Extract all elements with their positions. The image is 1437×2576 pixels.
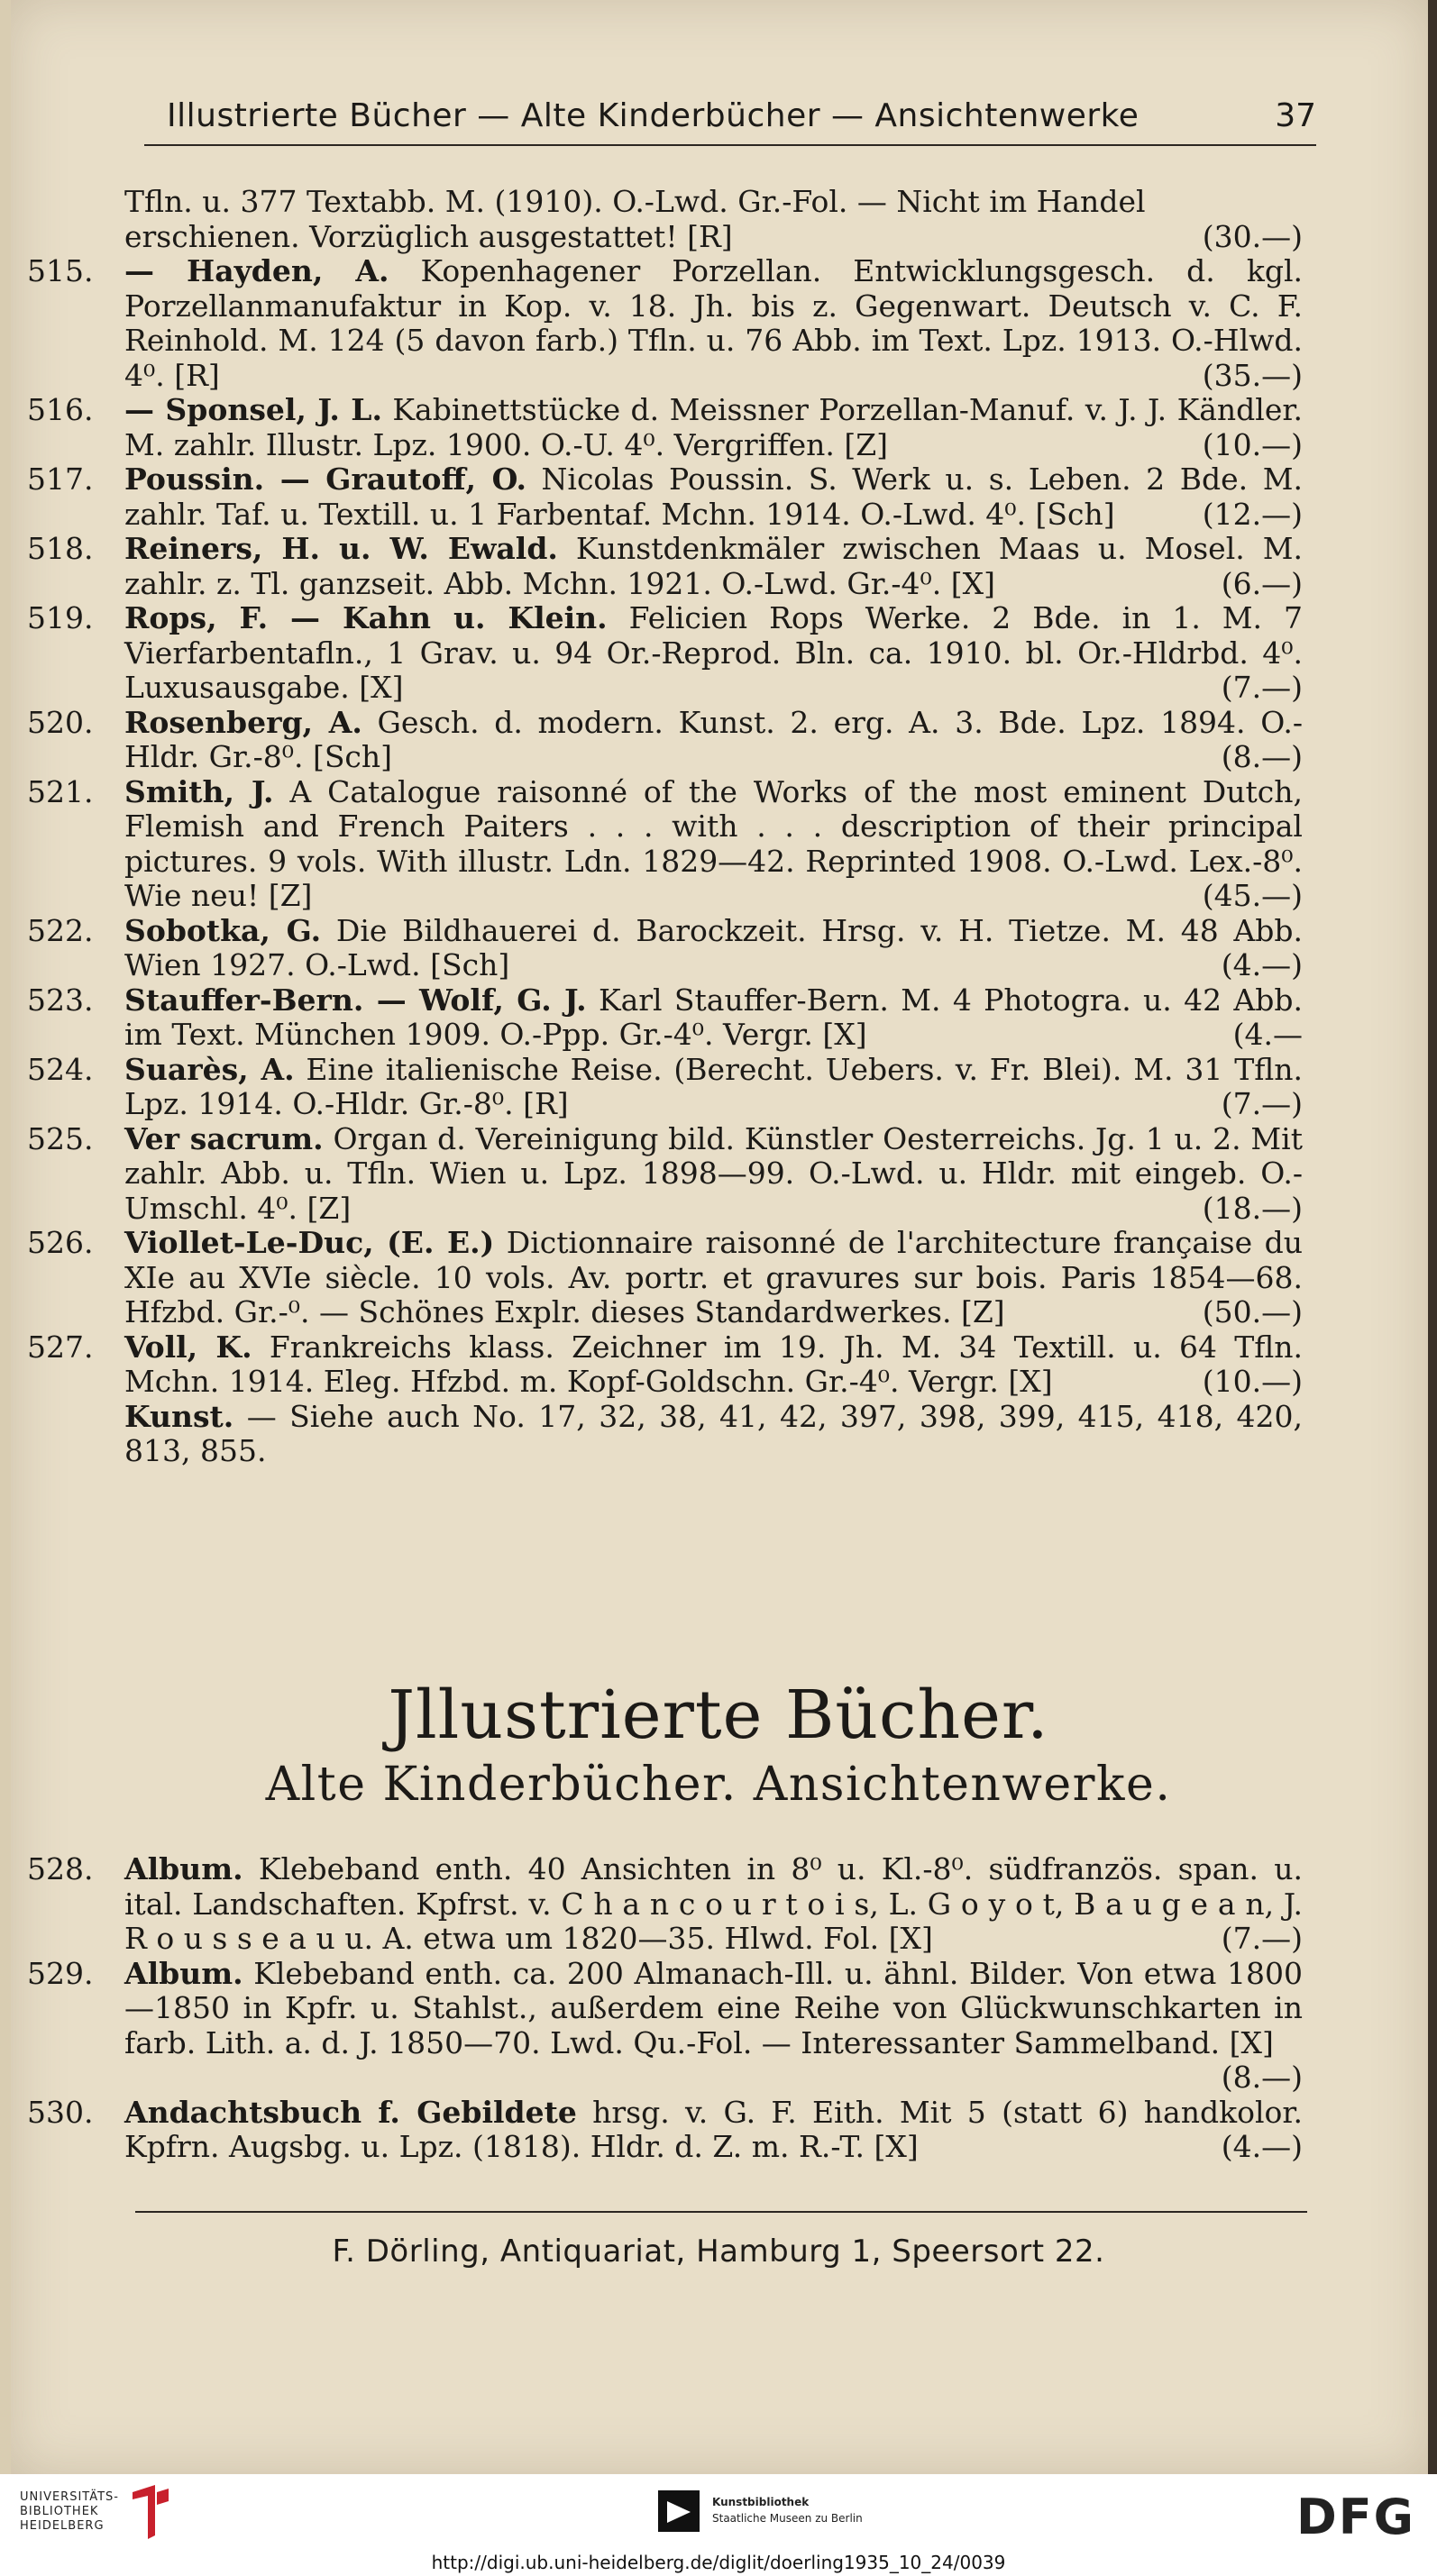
- entry-author: Poussin. — Grautoff, O.: [124, 461, 526, 497]
- entry-number: 526.: [27, 1225, 94, 1260]
- ub-line: BIBLIOTHEK: [20, 2505, 99, 2518]
- entry-text: [124, 393, 1303, 462]
- kb-line: Staatliche Museen zu Berlin: [712, 2512, 863, 2525]
- entry-price: (45.—): [1202, 878, 1303, 913]
- entry-author: Album.: [124, 1851, 243, 1886]
- entry-author: Album.: [124, 1955, 243, 1991]
- footer-rule: [135, 2211, 1307, 2213]
- entry-author: — Sponsel, J. L.: [124, 392, 382, 427]
- entry-number: 527.: [27, 1329, 94, 1365]
- entry-price: (4.—: [1232, 1017, 1303, 1052]
- entry-text: [124, 1053, 1303, 1122]
- ub-line: HEIDELBERG: [20, 2519, 105, 2533]
- entry-description: Die Bildhauerei d. Barockzeit. Hrsg. v. H. Tietze. M. 48 Abb. Wien 1927. O.-Lwd. [Sch]: [124, 912, 1304, 982]
- entry-price: (50.—): [1202, 1294, 1303, 1329]
- entry-author: Reiners, H. u. W. Ewald.: [124, 531, 558, 566]
- entry-author: Ver sacrum.: [124, 1120, 324, 1156]
- entry-number: 521.: [27, 773, 94, 809]
- ub-logo-icon: [128, 2483, 173, 2541]
- entry-price: (6.—): [1221, 565, 1303, 601]
- library-bar: [0, 2474, 1437, 2549]
- catalogue-entries: [27, 185, 1303, 1469]
- entry-description: Karl Stauffer-Bern. M. 4 Photogra. u. 42 Abb. im Text. München 1909. O.-Ppp. Gr.-4⁰. Vergr. [X]: [124, 982, 1303, 1052]
- entry-description: Kunstdenkmäler zwischen Maas u. Mosel. M. zahlr. z. Tl. ganzseit. Abb. Mchn. 1921. O.-Lwd. Gr.-4⁰. [X]: [124, 531, 1303, 601]
- entry-number: 530.: [27, 2094, 94, 2130]
- catalogue-entry: [27, 2096, 1303, 2165]
- kunstbibliothek-logo-icon: [658, 2490, 700, 2532]
- entry-price: (4.—): [1221, 2129, 1303, 2164]
- entry-author: Smith, J.: [124, 773, 274, 809]
- dfg-logo: DFG: [1295, 2489, 1415, 2545]
- catalogue-entry: [27, 983, 1303, 1053]
- entry-text: [124, 1852, 1303, 1957]
- entry-description: Kabinettstücke d. Meissner Porzellan-Manuf. v. J. J. Kändler. M. zahlr. Illustr. Lpz. 1900. O.-U. 4⁰. Vergriffen. [Z]: [124, 392, 1303, 462]
- entry-text: [124, 532, 1303, 601]
- entry-description: Kopenhagener Porzellan. Entwicklungsgesch. d. kgl. Porzellanmanufaktur in Kop. v. 18. Jh. bis z. Gegenwart. Deutsch v. C. F. Reinhold. M. 124 (5 davon farb.) Tfln. u. 76 Abb. im Text. Lpz. 1913. O.-Hlwd. 4⁰. [R]: [124, 253, 1304, 393]
- entry-number: 519.: [27, 600, 94, 635]
- entry-text: [124, 1330, 1303, 1400]
- entry-author: Andachtsbuch f. Gebildete: [124, 2094, 577, 2130]
- entry-description: hrsg. v. G. F. Eith. Mit 5 (statt 6) handkolor. Kpfrn. Augsbg. u. Lpz. (1818). Hldr. d. Z. m. R.-T. [X]: [124, 2094, 1304, 2164]
- source-url[interactable]: http://digi.ub.uni-heidelberg.de/diglit/doerling1935_10_24/0039: [0, 2549, 1437, 2576]
- catalogue-entry: [27, 532, 1303, 601]
- continuation-line: erschienen. Vorzüglich ausgestattet! [R]: [124, 218, 733, 254]
- continuation-text: [27, 185, 1303, 254]
- entry-number: 517.: [27, 461, 94, 497]
- entry-text: [124, 914, 1303, 983]
- entry-description: A Catalogue raisonné of the Works of the most eminent Dutch, Flemish and French Paiters . . . with . . . description of their principal pictures. 9 vols. With illustr. Ldn. 1829—42. Reprinted 1908. O.-Lwd. Lex.-8⁰. Wie neu! [Z]: [124, 773, 1303, 913]
- entry-number: 528.: [27, 1851, 94, 1886]
- catalogue-entry: [27, 254, 1303, 393]
- publisher-footer: F. Dörling, Antiquariat, Hamburg 1, Speersort 22.: [332, 2233, 1105, 2270]
- catalogue-entry: [27, 1226, 1303, 1330]
- catalogue-entry: [27, 1852, 1303, 1957]
- entry-price: (18.—): [1202, 1190, 1303, 1226]
- catalogue-entry: [27, 775, 1303, 914]
- entry-author: Rops, F. — Kahn u. Klein.: [124, 600, 608, 635]
- entry-list: [27, 1852, 1303, 2165]
- scan-edge: [1428, 0, 1437, 2474]
- entry-text: [124, 983, 1303, 1053]
- page-number: 37: [1275, 97, 1316, 134]
- entry-text: [124, 775, 1303, 914]
- entry-text: [124, 1122, 1303, 1227]
- catalogue-entry: [27, 462, 1303, 532]
- entry-number: 522.: [27, 912, 94, 948]
- see-also-reference: [27, 1400, 1303, 1469]
- catalogue-entry: [27, 1330, 1303, 1400]
- entry-description: Organ d. Vereinigung bild. Künstler Oesterreichs. Jg. 1 u. 2. Mit zahlr. Abb. u. Tfln. Wien u. Lpz. 1898—99. O.-Lwd. u. Hldr. mit eingeb. O.-Umschl. 4⁰. [Z]: [124, 1120, 1303, 1226]
- entry-price: (10.—): [1202, 1364, 1303, 1399]
- entry-author: Viollet-Le-Duc, (E. E.): [124, 1225, 495, 1260]
- ub-heidelberg-label: [20, 2490, 119, 2534]
- entry-description: Klebeband enth. 40 Ansichten in 8⁰ u. Kl.-8⁰. südfranzös. span. u. ital. Landschaften. Kpfrst. v. C h a n c o u r t o i s, L. G o y o t, B a u g e a n, J. R o u s s e a u u. A. etwa um 1820—35. Hlwd. Fol. [X]: [124, 1851, 1303, 1956]
- entry-text: [124, 254, 1303, 393]
- entry-price: (10.—): [1202, 426, 1303, 462]
- catalogue-entries-section: [27, 1852, 1303, 2165]
- entry-text: [124, 462, 1303, 532]
- entry-description: Dictionnaire raisonné de l'architecture française du XIe au XVIe siècle. 10 vols. Av. portr. et gravures sur bois. Paris 1854—68. Hfzbd. Gr.-⁰. — Schönes Explr. dieses Standardwerkes. [Z]: [124, 1225, 1304, 1329]
- entry-author: — Hayden, A.: [124, 253, 389, 288]
- entry-text: [124, 2096, 1303, 2165]
- entry-price: (8.—): [1221, 2060, 1303, 2095]
- entry-list: [27, 254, 1303, 1400]
- catalogue-entry: [27, 706, 1303, 775]
- catalogue-entry: [27, 1122, 1303, 1227]
- entry-author: Voll, K.: [124, 1329, 252, 1365]
- entry-price: (7.—): [1221, 670, 1303, 705]
- catalogue-entry: [27, 1053, 1303, 1122]
- entry-number: 516.: [27, 392, 94, 427]
- entry-number: 525.: [27, 1120, 94, 1156]
- entry-price: (4.—): [1221, 947, 1303, 982]
- entry-number: 518.: [27, 531, 94, 566]
- see-also-text: — Siehe auch No. 17, 32, 38, 41, 42, 397, 398, 399, 415, 418, 420, 813, 855.: [124, 1398, 1303, 1468]
- entry-text: [124, 1226, 1303, 1330]
- section-title: Jllustrierte Bücher.: [388, 1676, 1049, 1754]
- entry-price: (7.—): [1221, 1086, 1303, 1121]
- entry-description: Klebeband enth. ca. 200 Almanach-Ill. u. ähnl. Bilder. Von etwa 1800—1850 in Kpfr. u. Stahlst., außerdem eine Reihe von Glückwunschkarten in farb. Lith. a. d. J. 1850—70. Lwd. Qu.-Fol. — Interessanter Sammelband. [X]: [124, 1955, 1303, 2060]
- section-subtitle: Alte Kinderbücher. Ansichtenwerke.: [265, 1758, 1172, 1812]
- entry-author: Suarès, A.: [124, 1051, 295, 1087]
- entry-author: Rosenberg, A.: [124, 704, 362, 740]
- entry-number: 523.: [27, 982, 94, 1018]
- entry-text: [124, 706, 1303, 775]
- entry-number: 524.: [27, 1051, 94, 1087]
- catalogue-entry: [27, 393, 1303, 462]
- header-rule: [144, 144, 1316, 146]
- entry-description: Gesch. d. modern. Kunst. 2. erg. A. 3. Bde. Lpz. 1894. O.-Hldr. Gr.-8⁰. [Sch]: [124, 704, 1303, 774]
- catalogue-entry: [27, 914, 1303, 983]
- catalogue-entry: [27, 601, 1303, 706]
- entry-author: Sobotka, G.: [124, 912, 322, 948]
- entry-description: Nicolas Poussin. S. Werk u. s. Leben. 2 Bde. M. zahlr. Taf. u. Textill. u. 1 Farbentaf. Mchn. 1914. O.-Lwd. 4⁰. [Sch]: [124, 461, 1303, 532]
- kb-line: Kunstbibliothek: [712, 2496, 810, 2508]
- ub-line: UNIVERSITÄTS-: [20, 2490, 119, 2504]
- continuation-line: Tfln. u. 377 Textabb. M. (1910). O.-Lwd. Gr.-Fol. — Nicht im Handel: [124, 184, 1146, 219]
- kunstbibliothek-label: [712, 2494, 863, 2526]
- entry-description: Frankreichs klass. Zeichner im 19. Jh. M. 34 Textill. u. 64 Tfln. Mchn. 1914. Eleg. Hfzbd. m. Kopf-Goldschn. Gr.-4⁰. Vergr. [X]: [124, 1329, 1303, 1399]
- entry-price: (30.—): [1202, 218, 1303, 254]
- entry-author: Stauffer-Bern. — Wolf, G. J.: [124, 982, 587, 1018]
- entry-description: Felicien Rops Werke. 2 Bde. in 1. M. 7 Vierfarbentafln., 1 Grav. u. 94 Or.-Reprod. Bln. ca. 1910. bl. Or.-Hldrbd. 4⁰. Luxusausgabe. [X]: [124, 600, 1303, 705]
- see-also-label: Kunst.: [124, 1398, 234, 1434]
- entry-text: [124, 601, 1303, 706]
- entry-number: 515.: [27, 253, 94, 288]
- entry-price: (8.—): [1221, 739, 1303, 774]
- entry-price: (12.—): [1202, 496, 1303, 532]
- entry-number: 520.: [27, 704, 94, 740]
- running-header: [144, 97, 1316, 139]
- entry-price: (7.—): [1221, 1921, 1303, 1956]
- running-title: Illustrierte Bücher — Alte Kinderbücher — Ansichtenwerke: [167, 97, 1140, 134]
- entry-text: [124, 1957, 1303, 2096]
- entry-price: (35.—): [1202, 357, 1303, 393]
- catalogue-entry: [27, 1957, 1303, 2096]
- entry-description: Eine italienische Reise. (Berecht. Uebers. v. Fr. Blei). M. 31 Tfln. Lpz. 1914. O.-Hldr. Gr.-8⁰. [R]: [124, 1051, 1303, 1121]
- entry-number: 529.: [27, 1955, 94, 1991]
